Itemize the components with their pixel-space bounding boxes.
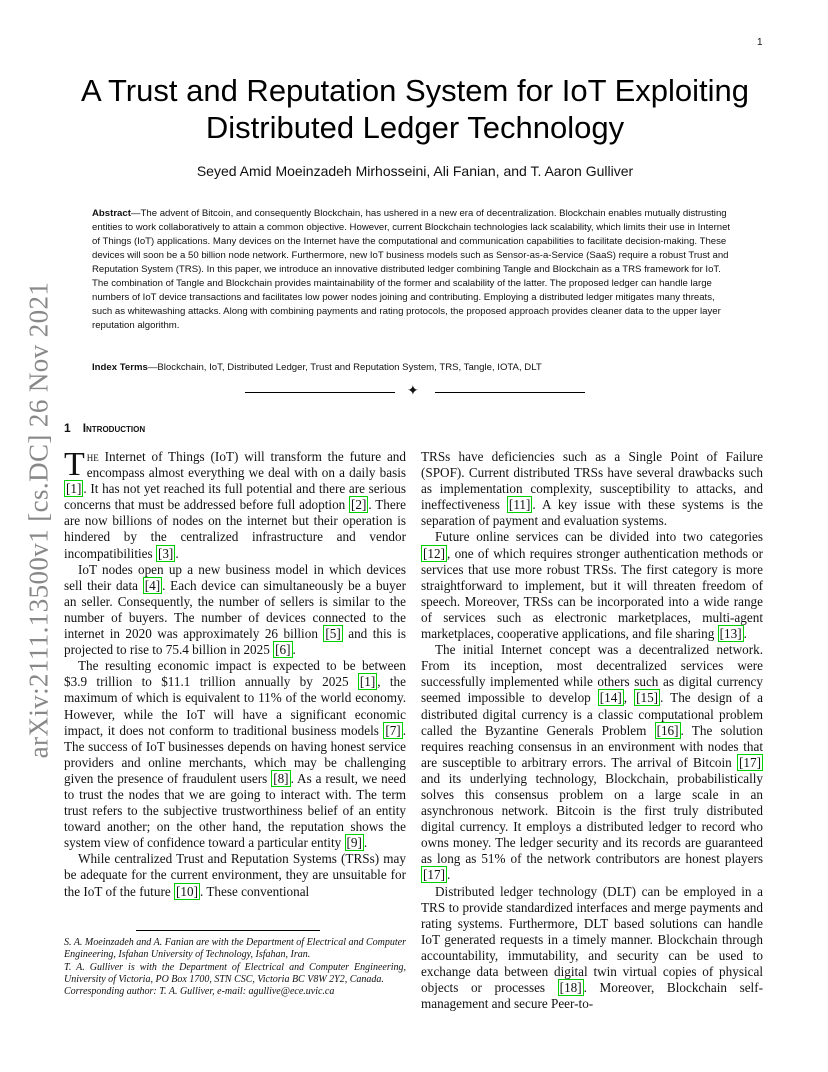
abstract-text: —The advent of Bitcoin, and consequently Blockchain, has ushered in a new era of decentralization. Blockchain enables mutually distrusting entities to work collaboratively to attain a common objective. However, current Blockchain technologies lack scalability, which limits their use in Internet of Things (IoT) applications. Many devices on the Internet have the computational and communication capabilities to facilitate decision-making. These devices will soon be a 50 billion node network. Furthermore, new IoT business models such as Sensor-as-a-Service (SaaS) require a robust Trust and Reputation System (TRS). In this paper, we introduce an innovative distributed ledger combining Tangle and Blockchain as a TRS framework for IoT. The combination of Tangle and Blockchain provides maintainability of the former and scalability of the latter. The proposed ledger can handle large numbers of IoT device transactions and facilitates low power nodes joining and contributing. Employing a distributed ledger mitigates many threats, such as whitewashing attacks. Along with combining payments and rating protocols, the proposed approach provides cleaner data to the upper layer reputation algorithm. (92, 208, 731, 331)
divider-line-left (245, 392, 395, 393)
divider-line-right (435, 392, 585, 393)
citation-link[interactable]: [17] (739, 754, 761, 770)
index-terms-text: —Blockchain, IoT, Distributed Ledger, Trust and Reputation System, TRS, Tangle, IOTA, DLT (147, 362, 542, 373)
citation-link[interactable]: [14] (599, 690, 622, 706)
divider-star-icon: ✦ (407, 383, 419, 399)
paragraph: TRSs have deficiencies such as a Single Point of Failure (SPOF). Current distributed TRSs have several drawbacks such as implementation complexity, susceptibility to attacks, and ineffectiveness [11] . A key issue with these systems is the separation of payment and evaluation systems. (421, 449, 763, 529)
paragraph: Distributed ledger technology (DLT) can be employed in a TRS to provide standardized interfaces and merge payments and rating systems. Furthermore, DLT based solutions can handle IoT generated requests in a timely manner. Blockchain through accountability, immutability, and security can be used to exchange data between digital twin virtual copies of physical objects or processes [18] . Moreover, Blockchain self-management and secure Peer-to- (421, 883, 763, 1012)
citation-link[interactable]: [4] (144, 577, 161, 593)
citation-link[interactable]: [17] (423, 867, 445, 883)
section-title: Introduction (82, 421, 146, 435)
section-number: 1 (64, 421, 71, 435)
column-left (64, 446, 407, 900)
citation-link[interactable]: [13] (719, 626, 742, 642)
paragraph: The Internet of Things (IoT) will transform the future and encompass almost everything we deal with on a daily basis [1] . It has not yet reached its full potential and there are serious concerns that must be addressed before full adoption [2] . There are now billions of nodes on the internet but their operation is hindered by the centralized infrastructure and vendor incompatibilities [3] . (64, 446, 406, 561)
arxiv-identifier (24, 280, 54, 760)
citation-link[interactable]: [3] (157, 545, 174, 561)
citation-link[interactable]: [16] (656, 722, 679, 738)
footnote-affiliation-2: T. A. Gulliver is with the Department of Electrical and Computer Engineering, University of Victoria, PO Box 1700, STN CSC, Victoria BC V8W 2Y2, Canada. (64, 961, 406, 985)
paragraph: While centralized Trust and Reputation Systems (TRSs) may be adequate for the current environment, they are unsuitable for the IoT of the future [10] . These conventional (64, 851, 406, 899)
paragraph: Future online services can be divided into two categories [12] , one of which requires stronger authentication methods or services that use more robust TRSs. The first category is more straightforward to implement, but it will threaten freedom of speech. Moreover, TRSs can be incorporated into a wide range of services such as electronic marketplaces, multi-agent marketplaces, cooperative applications, and file sharing [13] . (421, 529, 763, 642)
author-list: Seyed Amid Moeinzadeh Mirhosseini, Ali Fanian, and T. Aaron Gulliver (196, 163, 634, 179)
paragraph: IoT nodes open up a new business model in which devices sell their data [4] . Each device can simultaneously be a buyer an seller. Consequently, the number of sellers is similar to the number of buyers. The number of devices connected to the internet in 2020 was approximately 26 billion [5] and this is projected to rise to 75.4 billion in 2025 [6] . (64, 561, 407, 658)
citation-link[interactable]: [6] (275, 642, 291, 658)
drop-cap: T (64, 446, 85, 483)
abstract (92, 207, 732, 333)
footnote-rule (136, 930, 320, 931)
citation-link[interactable]: [10] (175, 883, 198, 899)
citation-link[interactable]: [11] (508, 497, 531, 513)
abstract-label: Abstract (92, 208, 131, 219)
paper-title: A Trust and Reputation System for IoT Exploiting Distributed Ledger Technology (81, 73, 749, 145)
citation-link[interactable]: [1] (66, 481, 82, 497)
index-terms-label: Index Terms (92, 362, 148, 373)
arxiv-identifier-text: arXiv:2111.13500v1 [cs.DC] 26 Nov 2021 (23, 281, 54, 759)
index-terms (92, 361, 732, 375)
paragraph: The initial Internet concept was a decentralized network. From its inception, most decentralized services were successfully implemented while others such as digital currency seemed impossible to develop [14] , [15] . The design of a distributed digital currency is a classic computational problem called the Byzantine Generals Problem [16] . The solution requires reaching consensus in an environment with nodes that are susceptible to arbitrary errors. The arrival of Bitcoin [17] and its underlying technology, Blockchain, probabilistically solves this consensus problem on a large scale in an asynchronous network. Bitcoin is the first truly distributed digital currency. It employs a distributed ledger to record who owns money. The ledger security and its records are guaranteed as long as 51% of the network contributors are honest players [17] . (421, 642, 763, 883)
footnotes (64, 937, 406, 998)
citation-link[interactable]: [18] (559, 980, 582, 996)
footnote-affiliation-1: S. A. Moeinzadeh and A. Fanian are with the Department of Electrical and Computer Engineering, Isfahan University of Technology, Isfahan, Iran. (64, 937, 406, 961)
citation-link[interactable]: [8] (273, 770, 289, 786)
citation-link[interactable]: [2] (351, 497, 367, 513)
footnote-corresponding-author: Corresponding author: T. A. Gulliver, e-mail: agullive@ece.uvic.ca (64, 986, 335, 998)
column-right (421, 449, 763, 1012)
section-divider (245, 383, 585, 399)
page-number: 1 (757, 37, 763, 48)
citation-link[interactable]: [9] (346, 835, 362, 851)
section-heading (64, 421, 145, 435)
citation-link[interactable]: [5] (325, 626, 341, 642)
citation-link[interactable]: [1] (359, 674, 376, 690)
citation-link[interactable]: [15] (636, 690, 659, 706)
citation-link[interactable]: [12] (423, 545, 445, 561)
citation-link[interactable]: [7] (385, 722, 401, 738)
paragraph: The resulting economic impact is expected to be between $3.9 trillion to $11.1 trillion annually by 2025 [1] , the maximum of which is equivalent to 11% of the world economy. However, while the IoT will have a significant economic impact, it does not conform to traditional business models [7] . The success of IoT businesses depends on having honest service providers and online merchants, which may be challenging given the presence of fraudulent users [8] . As a result, we need to trust the nodes that we are going to interact with. The term trust refers to the subjective trustworthiness belief of an entity toward another; on the other hand, the reputation shows the system view of confidence toward a particular entity [9] . (64, 658, 406, 851)
